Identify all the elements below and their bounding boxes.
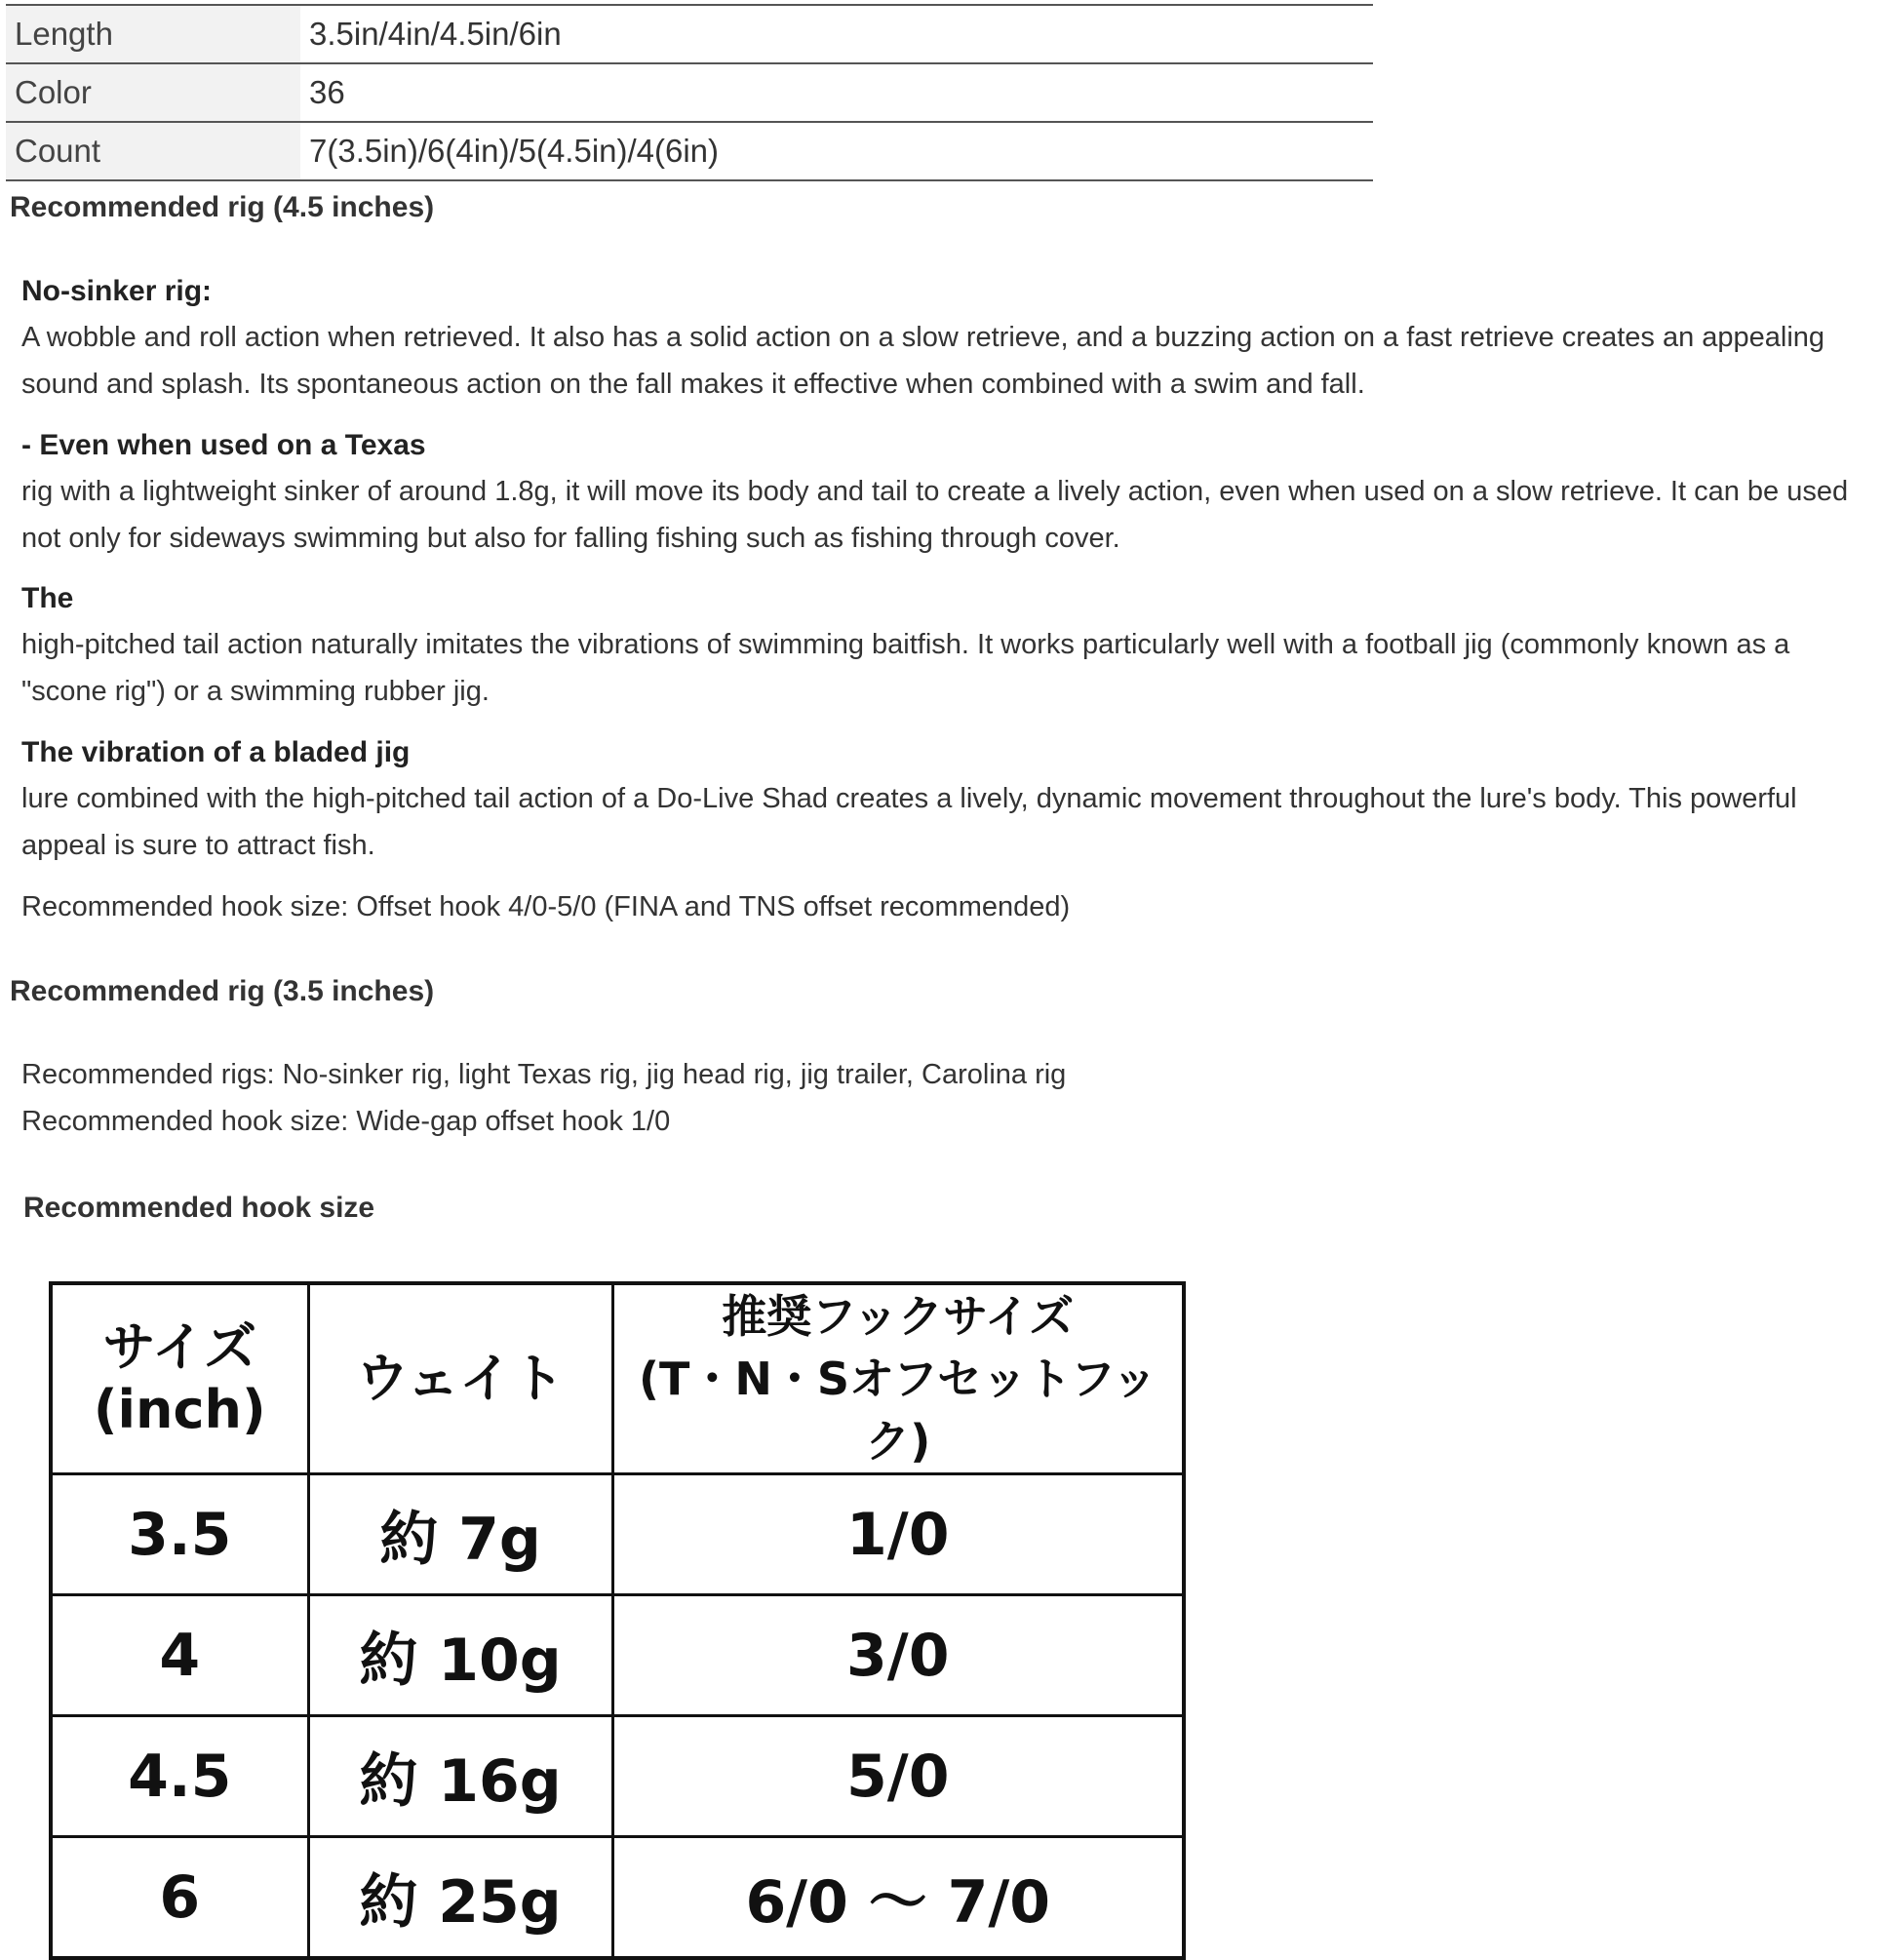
- spec-value: 36: [300, 63, 1373, 122]
- cell-hook: 1/0: [612, 1474, 1184, 1595]
- hook-note: Recommended hook size: Offset hook 4/0-5/0 (FINA and TNS offset recommended): [21, 891, 1071, 922]
- block-text: high-pitched tail action naturally imitates the vibrations of swimming baitfish. It works particularly well with a football jig (commonly known as a "scone rig") or a swimming rubber jig.: [21, 629, 1790, 707]
- spec-row-length: [6, 5, 1373, 63]
- rig-45-heading: Recommended rig (4.5 inches): [10, 191, 435, 223]
- header-hook-line2: (T・N・Sオフセットフック): [638, 1352, 1157, 1468]
- header-size: [51, 1283, 308, 1474]
- cell-hook: 6/0 ～ 7/0: [612, 1837, 1184, 1959]
- block-text: rig with a lightweight sinker of around 1.8g, it will move its body and tail to create a lively action, even when used on a slow retrieve. It can be used not only for sideways swimming but also for falling fishing such as fishing through cover.: [21, 476, 1849, 554]
- header-size-line2: (inch): [93, 1379, 266, 1440]
- block-text: lure combined with the high-pitched tail action of a Do-Live Shad creates a lively, dynamic movement throughout the lure's body. This powerful appeal is sure to attract fish.: [21, 783, 1797, 861]
- cell-size: 4.5: [51, 1716, 308, 1837]
- block-title: The vibration of a bladed jig: [21, 736, 411, 768]
- header-size-line1: サイズ: [102, 1316, 257, 1378]
- table-row: [51, 1474, 1184, 1595]
- header-hook: [612, 1283, 1184, 1474]
- cell-weight: 約 7g: [308, 1474, 612, 1595]
- cell-size: 3.5: [51, 1474, 308, 1595]
- spec-value: 7(3.5in)/6(4in)/5(4.5in)/4(6in): [300, 122, 1373, 180]
- block-title: The: [21, 582, 74, 614]
- hook-size-table: [49, 1281, 1186, 1960]
- spec-value: 3.5in/4in/4.5in/6in: [300, 5, 1373, 63]
- rigs-line: Recommended rigs: No-sinker rig, light Texas rig, jig head rig, jig trailer, Carolina rig: [21, 1059, 1067, 1090]
- cell-weight: 約 16g: [308, 1716, 612, 1837]
- cell-size: 6: [51, 1837, 308, 1959]
- cell-hook: 3/0: [612, 1595, 1184, 1716]
- table-row: [51, 1837, 1184, 1959]
- block-title: No-sinker rig:: [21, 275, 213, 307]
- header-weight-line1: ウェイト: [356, 1348, 565, 1409]
- cell-hook: 5/0: [612, 1716, 1184, 1837]
- cell-weight: 約 25g: [308, 1837, 612, 1959]
- spec-label: Length: [6, 5, 300, 63]
- table-row: [51, 1716, 1184, 1837]
- table-row: [51, 1595, 1184, 1716]
- spec-label: Count: [6, 122, 300, 180]
- hook-size-heading: Recommended hook size: [23, 1192, 375, 1224]
- header-hook-line1: 推奨フックサイズ: [722, 1290, 1075, 1343]
- cell-weight: 約 10g: [308, 1595, 612, 1716]
- spec-label: Color: [6, 63, 300, 122]
- block-title: - Even when used on a Texas: [21, 429, 426, 461]
- cell-size: 4: [51, 1595, 308, 1716]
- spec-row-count: [6, 122, 1373, 180]
- hook-line: Recommended hook size: Wide-gap offset hook 1/0: [21, 1106, 671, 1137]
- spec-table: [6, 4, 1373, 181]
- hook-table-header: [51, 1283, 1184, 1474]
- block-text: A wobble and roll action when retrieved. It also has a solid action on a slow retrieve, and a buzzing action on a fast retrieve creates an appealing sound and splash. Its spontaneous action on the fall makes it effective when combined with a swim and fall.: [21, 322, 1825, 400]
- header-weight: [308, 1283, 612, 1474]
- spec-row-color: [6, 63, 1373, 122]
- rig-35-heading: Recommended rig (3.5 inches): [10, 975, 435, 1007]
